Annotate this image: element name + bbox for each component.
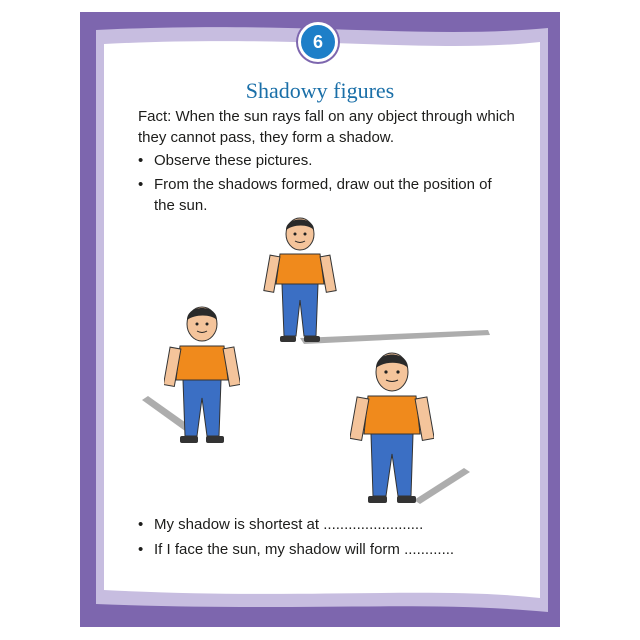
fact-text: Fact: When the sun rays fall on any object through which they cannot pass, they form a shadow. <box>138 108 515 146</box>
page-title: Shadowy figures <box>245 78 395 103</box>
bullet-dot: • <box>138 541 144 558</box>
boy-figure-2 <box>164 300 240 446</box>
bullet-text: Observe these pictures. <box>154 152 313 169</box>
bullet-text-fill-in: If I face the sun, my shadow will form ............ <box>154 541 455 558</box>
bullet-text-fill-in: My shadow is shortest at ........................ <box>154 516 424 533</box>
boy-figure-1 <box>262 212 338 344</box>
bullet-dot: • <box>138 516 144 533</box>
page-number-badge: 6 <box>298 22 338 62</box>
bullet-dot: • <box>138 176 144 193</box>
boy-figure-3 <box>350 346 434 506</box>
bullet-dot: • <box>138 152 144 169</box>
bullet-text: From the shadows formed, draw out the position of the sun. <box>154 176 492 214</box>
